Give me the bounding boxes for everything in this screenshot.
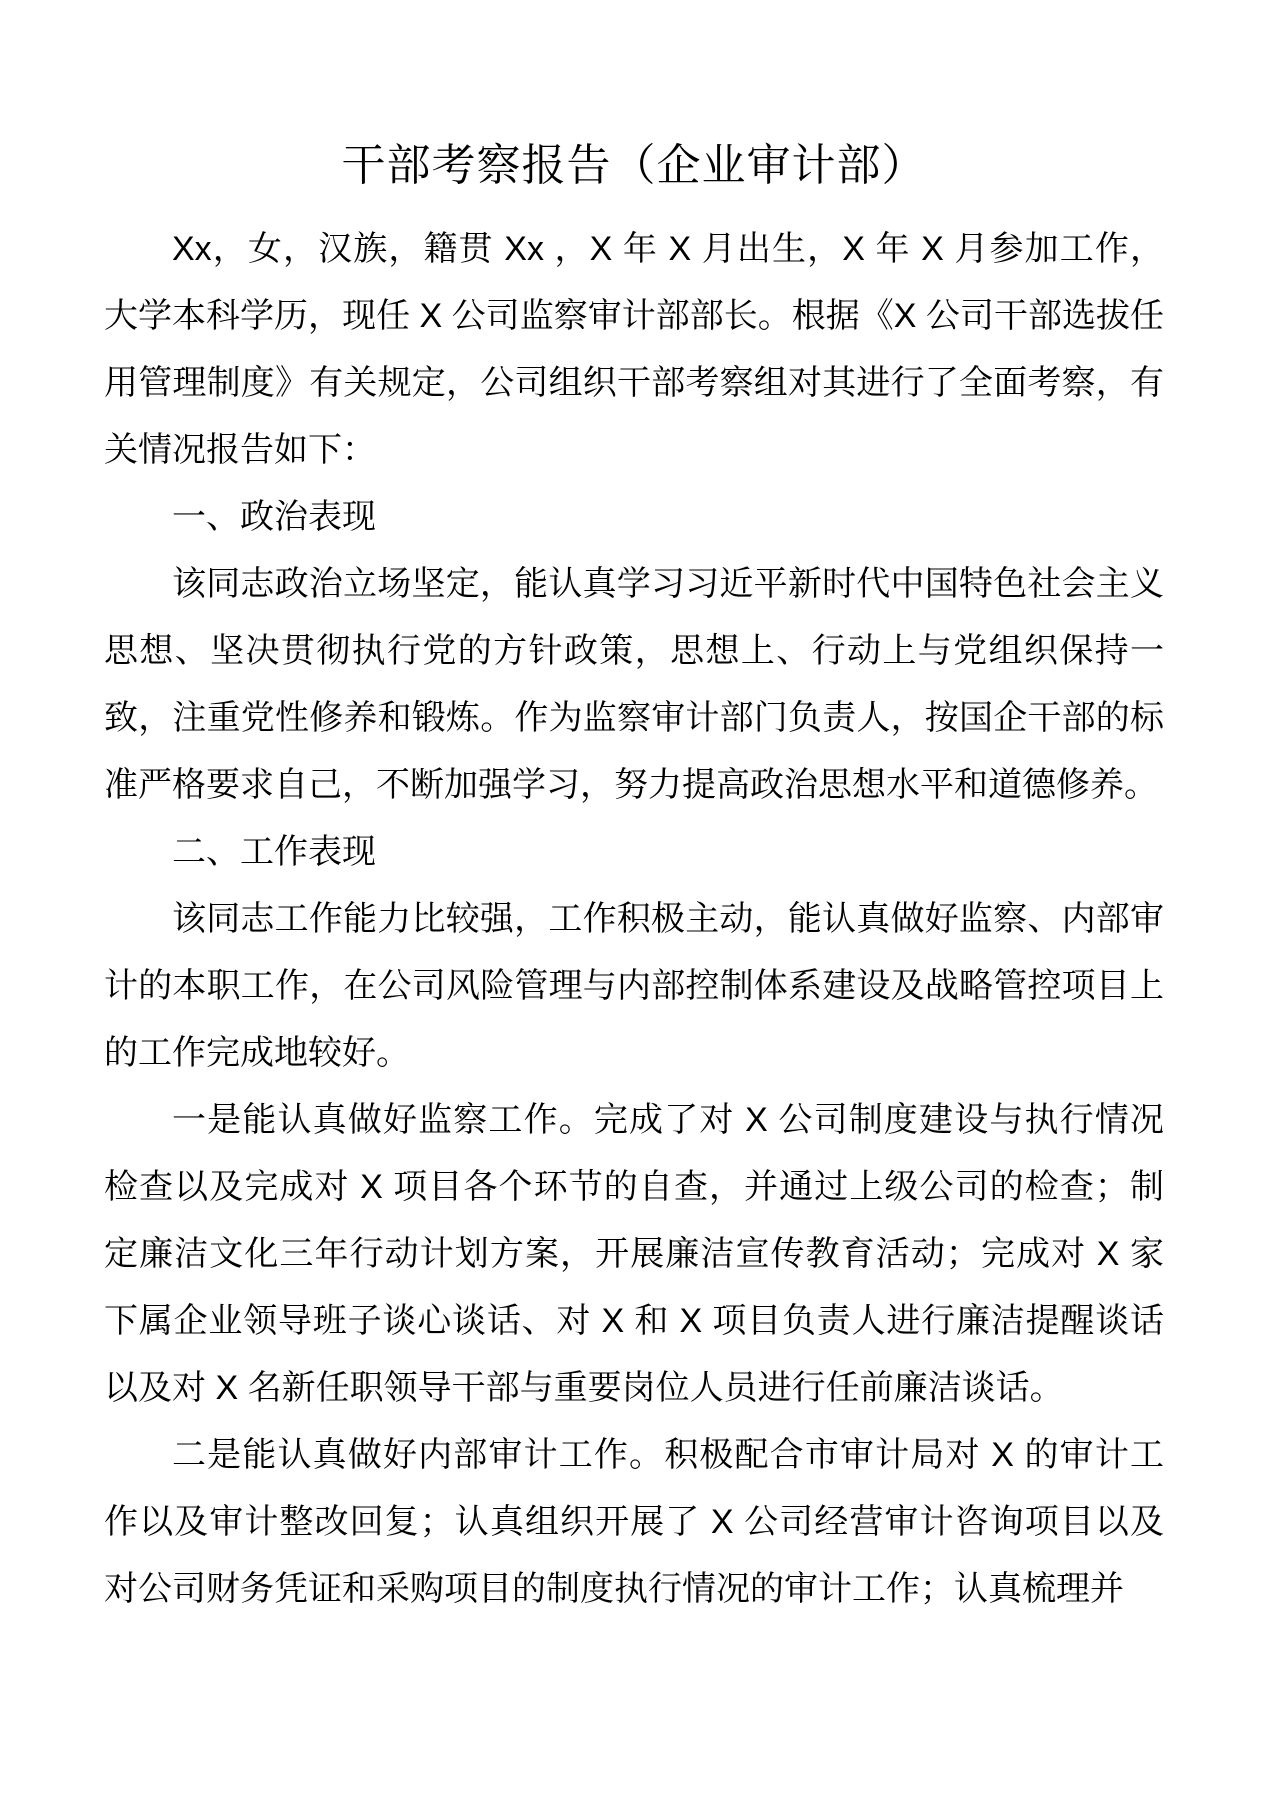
paragraph: Xx，女，汉族，籍贯 Xx ，X 年 X 月出生，X 年 X 月参加工作，大学本科学历，现任 X 公司监察审计部部长。根据《X 公司干部选拔任用管理制度》有关规定，公司组织干部考察组对其进行了全面考察，有关情况报告如下： xyxy=(104,230,1164,469)
section-heading: 一、政治表现 xyxy=(172,498,376,536)
document-body xyxy=(104,216,1164,1623)
paragraph: 二是能认真做好内部审计工作。积极配合市审计局对 X 的审计工作以及审计整改回复；认真组织开展了 X 公司经营审计咨询项目以及对公司财务凭证和采购项目的制度执行情况的审计工作；认真梳理并 xyxy=(104,1436,1164,1608)
document-title: 干部考察报告（企业审计部） xyxy=(341,141,927,190)
paragraph: 一是能认真做好监察工作。完成了对 X 公司制度建设与执行情况检查以及完成对 X 项目各个环节的自查，并通过上级公司的检查；制定廉洁文化三年行动计划方案，开展廉洁宣传教育活动；完成对 X 家下属企业领导班子谈心谈话、对 X 和 X 项目负责人进行廉洁提醒谈话以及对 X 名新任职领导干部与重要岗位人员进行任前廉洁谈话。 xyxy=(104,1101,1164,1407)
paragraph: 该同志政治立场坚定，能认真学习习近平新时代中国特色社会主义思想、坚决贯彻执行党的方针政策，思想上、行动上与党组织保持一致，注重党性修养和锻炼。作为监察审计部门负责人，按国企干部的标准严格要求自己，不断加强学习，努力提高政治思想水平和道德修养。 xyxy=(104,565,1164,804)
section-heading: 二、工作表现 xyxy=(172,833,376,871)
paragraph: 该同志工作能力比较强，工作积极主动，能认真做好监察、内部审计的本职工作，在公司风险管理与内部控制体系建设及战略管控项目上的工作完成地较好。 xyxy=(104,900,1164,1072)
